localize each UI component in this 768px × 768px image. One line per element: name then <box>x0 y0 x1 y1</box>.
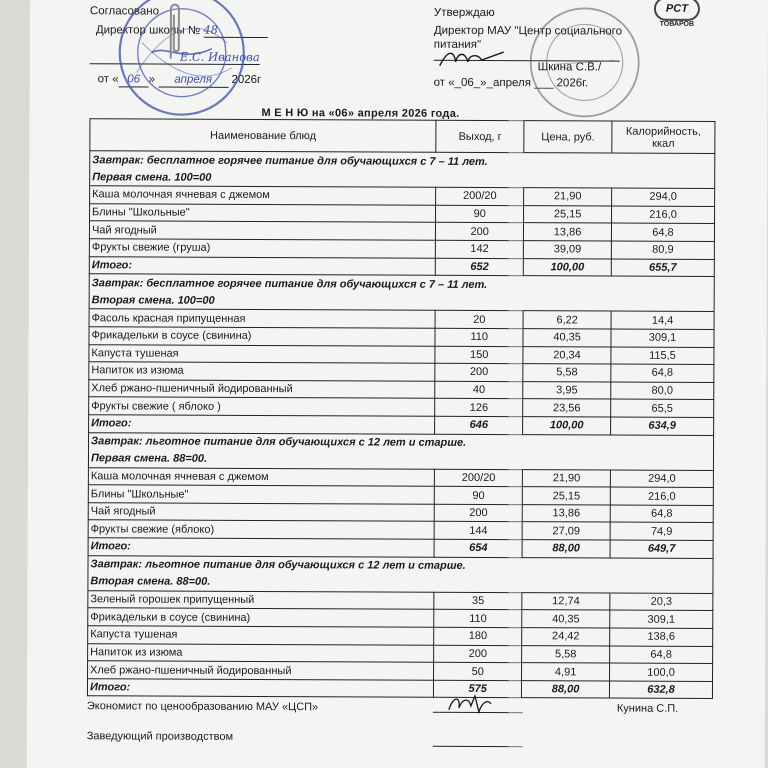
price-cell: 5,58 <box>522 645 610 663</box>
price-cell: 27,09 <box>522 522 610 540</box>
price-cell: 13,86 <box>524 223 612 241</box>
portion-cell: 200/20 <box>436 187 524 205</box>
total-calories: 632,8 <box>609 681 712 699</box>
rst-logo-caption: ТОВАРОВ <box>659 20 695 28</box>
dish-name: Фрикадельки в соусе (свинина) <box>89 327 435 346</box>
total-price: 88,00 <box>522 680 610 698</box>
total-calories: 649,7 <box>610 540 713 558</box>
price-cell: 6,22 <box>523 311 611 329</box>
calories-cell: 80,9 <box>611 241 714 259</box>
left-signature: Е.С. Иванова <box>90 49 260 65</box>
right-signer: Шкина С.В./ <box>537 61 602 74</box>
section-heading: Завтрак: льготное питание для обучающихся с 12 лет и старше. <box>88 555 713 575</box>
total-portion: 575 <box>434 680 522 698</box>
rst-logo-mark: PCT <box>654 0 700 21</box>
school-number: 48 <box>203 23 267 38</box>
price-cell: 25,15 <box>522 487 610 505</box>
price-cell: 20,34 <box>523 346 611 364</box>
calories-cell: 64,8 <box>610 646 713 664</box>
total-price: 100,00 <box>523 258 611 276</box>
left-date-prefix: от « <box>97 73 119 86</box>
approve-label: Утверждаю <box>433 6 495 20</box>
calories-cell: 64,8 <box>610 505 713 523</box>
col-calories: Калорийность, ккал <box>612 121 715 153</box>
total-label: Итого: <box>89 256 435 275</box>
economist-signature-icon <box>445 692 495 716</box>
price-cell: 5,58 <box>523 364 611 382</box>
calories-cell: 216,0 <box>612 206 715 224</box>
portion-cell: 110 <box>434 610 522 628</box>
portion-cell: 200 <box>434 504 522 522</box>
menu-table-body <box>87 151 714 699</box>
total-portion: 646 <box>435 416 523 434</box>
calories-cell: 309,1 <box>610 610 713 628</box>
portion-cell: 90 <box>436 205 524 223</box>
dish-name: Капуста тушеная <box>88 626 434 645</box>
calories-cell: 309,1 <box>611 329 714 347</box>
portion-cell: 110 <box>435 328 523 346</box>
organization-stamp-icon <box>524 2 645 123</box>
total-label: Итого: <box>89 415 435 434</box>
right-date-line: от «_06_»_апреля ___ 2026г. <box>433 76 589 90</box>
dish-name: Зеленый горошек припущенный <box>88 591 434 610</box>
col-price: Цена, руб. <box>524 121 612 153</box>
calories-cell: 294,0 <box>612 188 715 206</box>
left-date-month: апреля <box>158 73 228 88</box>
calories-cell: 100,0 <box>610 663 713 681</box>
section-heading: Вторая смена. 88=00. <box>88 573 713 593</box>
dish-name: Напиток из изюма <box>89 362 435 381</box>
dish-name: Напиток из изюма <box>88 643 434 662</box>
section-heading: Первая смена. 88=00. <box>88 450 713 470</box>
price-cell: 21,90 <box>524 188 612 206</box>
dish-name: Капуста тушеная <box>89 344 435 363</box>
dish-name: Блины "Школьные" <box>90 204 436 223</box>
calories-cell: 20,3 <box>610 593 713 611</box>
price-cell: 40,35 <box>523 329 611 347</box>
portion-cell: 200 <box>436 223 524 241</box>
total-calories: 655,7 <box>611 259 714 277</box>
portion-cell: 200 <box>434 645 522 663</box>
price-cell: 3,95 <box>523 381 611 399</box>
manager-label: Заведующий производством <box>86 730 234 743</box>
calories-cell: 294,0 <box>610 470 713 488</box>
total-price: 88,00 <box>522 540 610 558</box>
director-signature-icon <box>438 48 508 70</box>
calories-cell: 115,5 <box>611 347 714 365</box>
price-cell: 23,56 <box>523 399 611 417</box>
total-price: 100,00 <box>523 417 611 435</box>
menu-title: М Е Н Ю на «06» апреля 2026 года. <box>261 107 460 120</box>
price-cell: 40,35 <box>522 610 610 628</box>
total-portion: 652 <box>436 258 524 276</box>
total-row <box>87 679 712 699</box>
dish-name: Хлеб ржано-пшеничный йодированный <box>88 661 434 680</box>
section-heading: Вторая смена. 100=00 <box>89 292 714 312</box>
table-header-row <box>90 119 715 154</box>
mau-director-line: Директор МАУ "Центр социального <box>433 24 623 38</box>
price-cell: 25,15 <box>524 205 612 223</box>
dish-name: Каша молочная ячневая с джемом <box>90 186 436 205</box>
total-label: Итого: <box>88 538 434 557</box>
col-dish-name: Наименование блюд <box>90 119 436 153</box>
total-label: Итого: <box>87 679 433 698</box>
economist-name: Кунина С.П. <box>616 702 679 715</box>
left-date-year: 2026г <box>231 73 262 87</box>
price-cell: 4,91 <box>522 663 610 681</box>
portion-cell: 126 <box>435 399 523 417</box>
rst-logo <box>654 0 704 37</box>
section-heading: Завтрак: льготное питание для обучающихся с 12 лет и старше. <box>89 432 714 452</box>
paper-clip-icon <box>166 0 184 61</box>
portion-cell: 142 <box>436 240 524 258</box>
price-cell: 39,09 <box>524 241 612 259</box>
col-portion: Выход, г <box>436 120 524 152</box>
menu-document <box>27 0 768 768</box>
price-cell: 12,74 <box>522 592 610 610</box>
portion-cell: 200 <box>435 363 523 381</box>
left-date-mid: » <box>148 73 156 86</box>
dish-name: Фасоль красная припущенная <box>89 309 435 328</box>
left-date-day: 06 <box>119 72 149 87</box>
calories-cell: 216,0 <box>610 487 713 505</box>
portion-cell: 50 <box>434 662 522 680</box>
dish-name: Фрукты свежие ( яблоко ) <box>89 397 435 416</box>
calories-cell: 74,9 <box>610 523 713 541</box>
portion-cell: 35 <box>434 592 522 610</box>
calories-cell: 64,8 <box>611 364 714 382</box>
calories-cell: 138,6 <box>610 628 713 646</box>
school-director-label: Директор школы № <box>95 24 201 37</box>
price-cell: 24,42 <box>522 628 610 646</box>
portion-cell: 180 <box>434 627 522 645</box>
calories-cell: 65,5 <box>611 399 714 417</box>
portion-cell: 90 <box>435 487 523 505</box>
dish-name: Каша молочная ячневая с джемом <box>88 467 434 486</box>
portion-cell: 200/20 <box>435 469 523 487</box>
dish-name: Чай ягодный <box>89 221 435 240</box>
dish-name: Фрукты свежие (яблоко) <box>88 520 434 539</box>
price-cell: 13,86 <box>522 505 610 523</box>
dish-name: Фрукты свежие (груша) <box>89 239 435 258</box>
calories-cell: 80,0 <box>611 382 714 400</box>
section-heading: Первая смена. 100=00 <box>90 168 715 188</box>
calories-cell: 64,8 <box>611 223 714 241</box>
portion-cell: 150 <box>435 346 523 364</box>
dish-name: Фрикадельки в соусе (свинина) <box>88 608 434 627</box>
total-calories: 634,9 <box>611 417 714 435</box>
section-heading: Завтрак: бесплатное горячее питание для обучающихся с 7 – 11 лет. <box>90 151 715 171</box>
price-cell: 21,90 <box>523 469 611 487</box>
calories-cell: 14,4 <box>611 311 714 329</box>
dish-name: Блины "Школьные" <box>88 485 434 504</box>
menu-table <box>87 118 716 699</box>
manager-signature-line <box>433 746 523 747</box>
portion-cell: 40 <box>435 381 523 399</box>
portion-cell: 20 <box>435 311 523 329</box>
section-heading: Завтрак: бесплатное горячее питание для обучающихся с 7 – 11 лет. <box>89 274 714 294</box>
total-portion: 654 <box>434 539 522 557</box>
dish-name: Хлеб ржано-пшеничный йодированный <box>89 379 435 398</box>
approved-label: Согласовано <box>89 5 160 18</box>
economist-label: Экономист по ценообразованию МАУ «ЦСП» <box>86 700 319 714</box>
mau-director-line-2: питания" <box>433 38 482 51</box>
dish-name: Чай ягодный <box>88 503 434 522</box>
portion-cell: 144 <box>434 522 522 540</box>
